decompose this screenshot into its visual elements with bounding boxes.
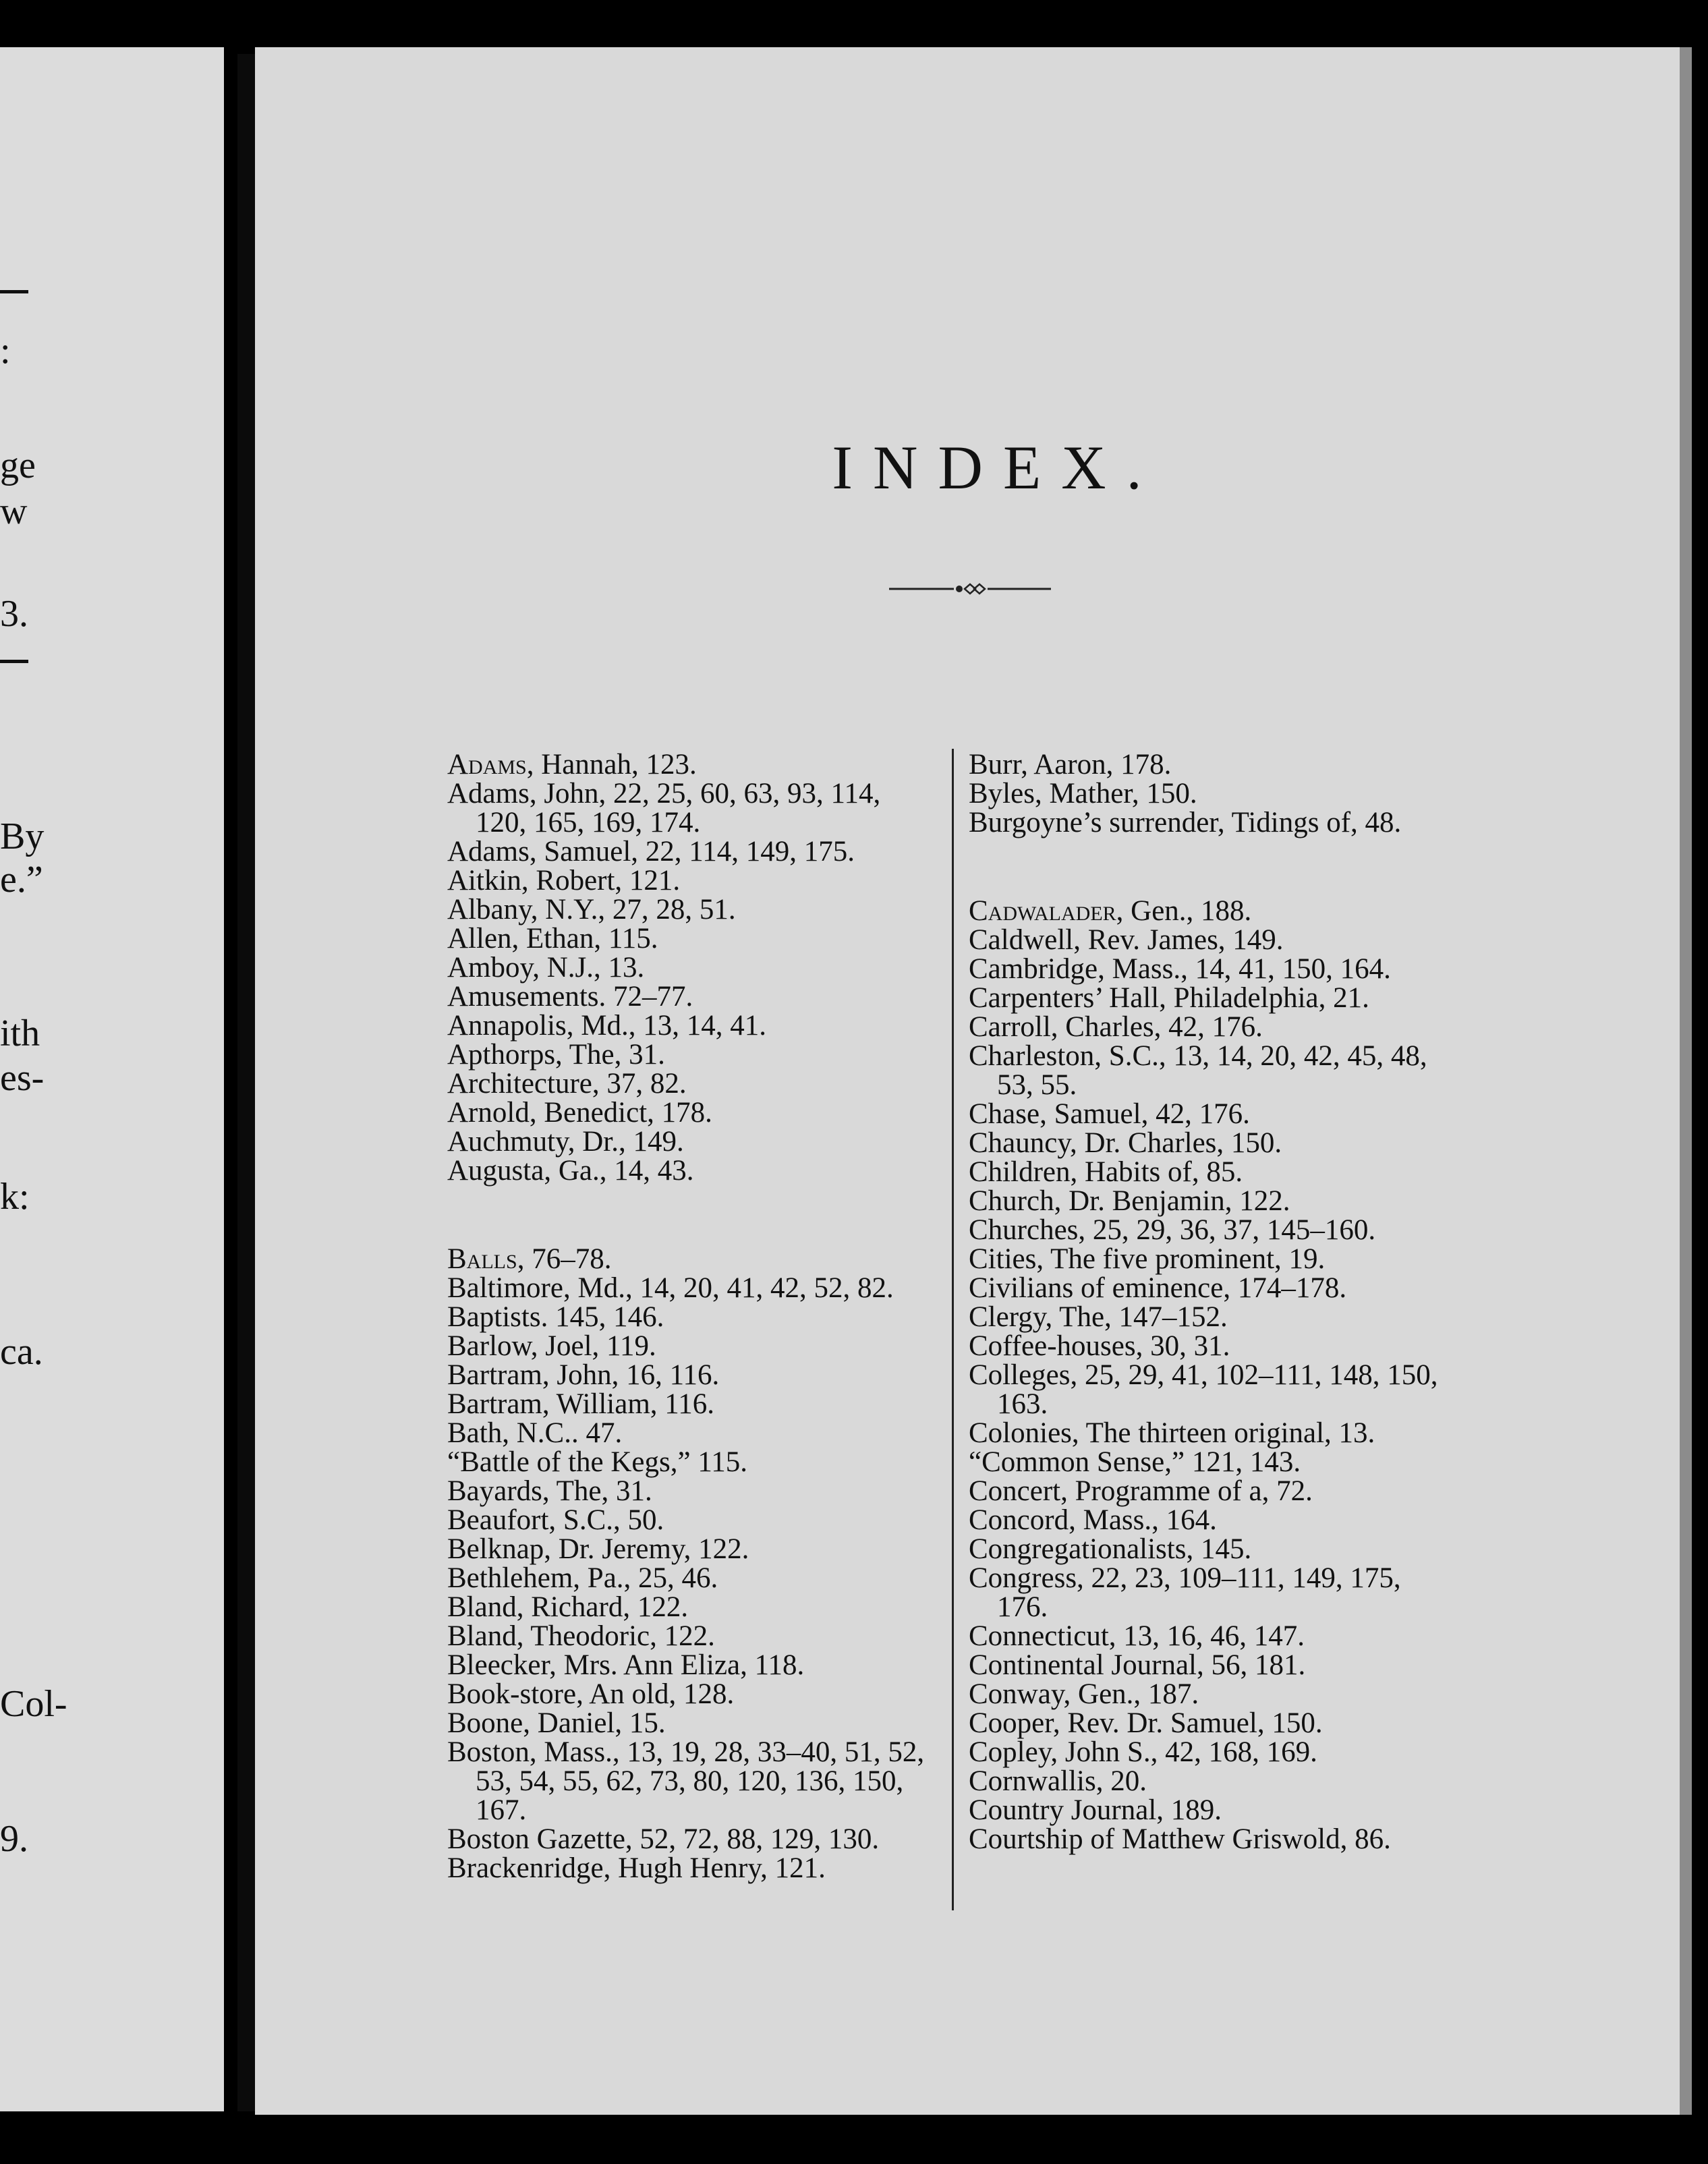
index-entry: Continental Journal, 56, 181. [969,1649,1306,1681]
left-page-fragment: Col- [0,1683,67,1725]
index-entry: Cities, The five prominent, 19. [969,1243,1326,1275]
entry-head: Adams [447,749,527,780]
left-page-fragment: ca. [0,1331,43,1373]
index-entry: Chauncy, Dr. Charles, 150. [969,1127,1282,1159]
page-edge [1680,47,1692,2115]
index-entry: Civilians of eminence, 174–178. [969,1272,1347,1304]
index-entry: Auchmuty, Dr., 149. [447,1126,684,1158]
index-entry: Adams, Samuel, 22, 114, 149, 175. [447,836,855,867]
index-entry: Congregationalists, 145. [969,1533,1252,1565]
index-entry: Augusta, Ga., 14, 43. [447,1155,694,1187]
index-entry [447,1245,933,1274]
index-entry: Connecticut, 13, 16, 46, 147. [969,1620,1305,1652]
index-entry: Courtship of Matthew Griswold, 86. [969,1823,1391,1855]
book-gutter [237,54,255,2111]
index-entry: Belknap, Dr. Jeremy, 122. [447,1533,749,1565]
entry-text: , 76–78. [517,1243,612,1275]
index-entry: Amusements. 72–77. [447,981,693,1013]
index-entry [969,896,1454,926]
index-entry: Book-store, An old, 128. [447,1678,735,1710]
index-entry [447,750,933,779]
left-page-fragment: k: [0,1176,30,1218]
index-entry: Aitkin, Robert, 121. [447,865,681,896]
index-entry: Boston, Mass., 13, 19, 28, 33–40, 51, 52, 53, 54, 55, 62, 73, 80, 120, 136, 150, 167. [447,1736,925,1826]
section-gap [447,1185,933,1245]
index-entry: Beaufort, S.C., 50. [447,1504,664,1536]
entry-head: Cadwalader [969,895,1116,927]
index-entry: Burgoyne’s surrender, Tidings of, 48. [969,807,1402,838]
index-entry: Churches, 25, 29, 36, 37, 145–160. [969,1214,1376,1246]
index-entry: “Battle of the Kegs,” 115. [447,1446,747,1478]
index-entry: Brackenridge, Hugh Henry, 121. [447,1852,826,1884]
left-page-rule [0,660,28,663]
index-entry: Carpenters’ Hall, Philadelphia, 21. [969,982,1369,1014]
index-entry: Barlow, Joel, 119. [447,1330,656,1362]
left-page-fragment: 9. [0,1818,28,1860]
left-page-fragment: ith [0,1013,40,1054]
page-title: INDEX. [832,433,1162,502]
index-entry: Cooper, Rev. Dr. Samuel, 150. [969,1707,1323,1739]
index-column-right [969,750,1454,1854]
left-page-fragment: 3. [0,593,28,635]
index-entry: Colonies, The thirteen original, 13. [969,1417,1375,1449]
index-entry: Congress, 22, 23, 109–111, 149, 175, 176. [969,1562,1401,1623]
entry-text: , Gen., 188. [1116,895,1252,927]
index-entry: Copley, John S., 42, 168, 169. [969,1736,1317,1768]
left-page-fragment: ge [0,445,36,486]
index-entry: Children, Habits of, 85. [969,1156,1243,1188]
index-entry: Baltimore, Md., 14, 20, 41, 42, 52, 82. [447,1272,894,1304]
index-entry: Concert, Programme of a, 72. [969,1475,1313,1507]
index-entry: Cornwallis, 20. [969,1765,1147,1797]
index-entry: Burr, Aaron, 178. [969,749,1172,780]
index-entry: Bartram, William, 116. [447,1388,714,1420]
entry-text: , Hannah, 123. [526,749,697,780]
index-entry: Bayards, The, 31. [447,1475,652,1507]
index-entry: Albany, N.Y., 27, 28, 51. [447,894,736,926]
left-page-fragment: By [0,816,45,857]
index-entry: Adams, John, 22, 25, 60, 63, 93, 114, 120, 165, 169, 174. [447,778,881,838]
index-entry: Colleges, 25, 29, 41, 102–111, 148, 150, 163. [969,1359,1438,1420]
index-entry: Conway, Gen., 187. [969,1678,1199,1710]
index-page [255,47,1680,2115]
index-entry: Amboy, N.J., 13. [447,952,645,984]
index-entry: Byles, Mather, 150. [969,778,1197,809]
index-entry: Bethlehem, Pa., 25, 46. [447,1562,718,1594]
index-entry: Bartram, John, 16, 116. [447,1359,720,1391]
ornament-divider-icon [889,580,1051,598]
index-entry: Clergy, The, 147–152. [969,1301,1228,1333]
index-entry: Caldwell, Rev. James, 149. [969,924,1284,956]
index-entry: Apthorps, The, 31. [447,1039,665,1071]
index-entry: Church, Dr. Benjamin, 122. [969,1185,1290,1217]
index-entry: Carroll, Charles, 42, 176. [969,1011,1263,1043]
index-entry: Architecture, 37, 82. [447,1068,687,1100]
index-entry: Allen, Ethan, 115. [447,923,658,955]
index-entry: “Common Sense,” 121, 143. [969,1446,1301,1478]
index-entry: Chase, Samuel, 42, 176. [969,1098,1250,1130]
index-entry: Baptists. 145, 146. [447,1301,664,1333]
index-entry: Charleston, S.C., 13, 14, 20, 42, 45, 48, 53, 55. [969,1040,1427,1101]
index-entry: Bleecker, Mrs. Ann Eliza, 118. [447,1649,805,1681]
index-entry: Cambridge, Mass., 14, 41, 150, 164. [969,953,1391,985]
index-entry: Boston Gazette, 52, 72, 88, 129, 130. [447,1823,880,1855]
index-entry: Bath, N.C.. 47. [447,1417,623,1449]
index-entry: Arnold, Benedict, 178. [447,1097,712,1129]
left-page-fragment: es- [0,1057,45,1099]
column-divider [952,749,954,1910]
left-page-rule [0,290,28,293]
section-gap [969,837,1454,896]
index-entry: Concord, Mass., 164. [969,1504,1217,1536]
entry-head: Balls [447,1243,517,1275]
index-entry: Bland, Richard, 122. [447,1591,689,1623]
index-entry: Bland, Theodoric, 122. [447,1620,715,1652]
index-column-left [447,750,933,1883]
left-page-fragment: w [0,490,28,532]
index-entry: Country Journal, 189. [969,1794,1222,1826]
left-page-fragment: e.” [0,859,43,901]
index-entry: Boone, Daniel, 15. [447,1707,666,1739]
index-entry: Coffee-houses, 30, 31. [969,1330,1230,1362]
index-entry: Annapolis, Md., 13, 14, 41. [447,1010,766,1042]
left-facing-page [0,47,224,2111]
left-page-fragment: : [0,330,11,372]
